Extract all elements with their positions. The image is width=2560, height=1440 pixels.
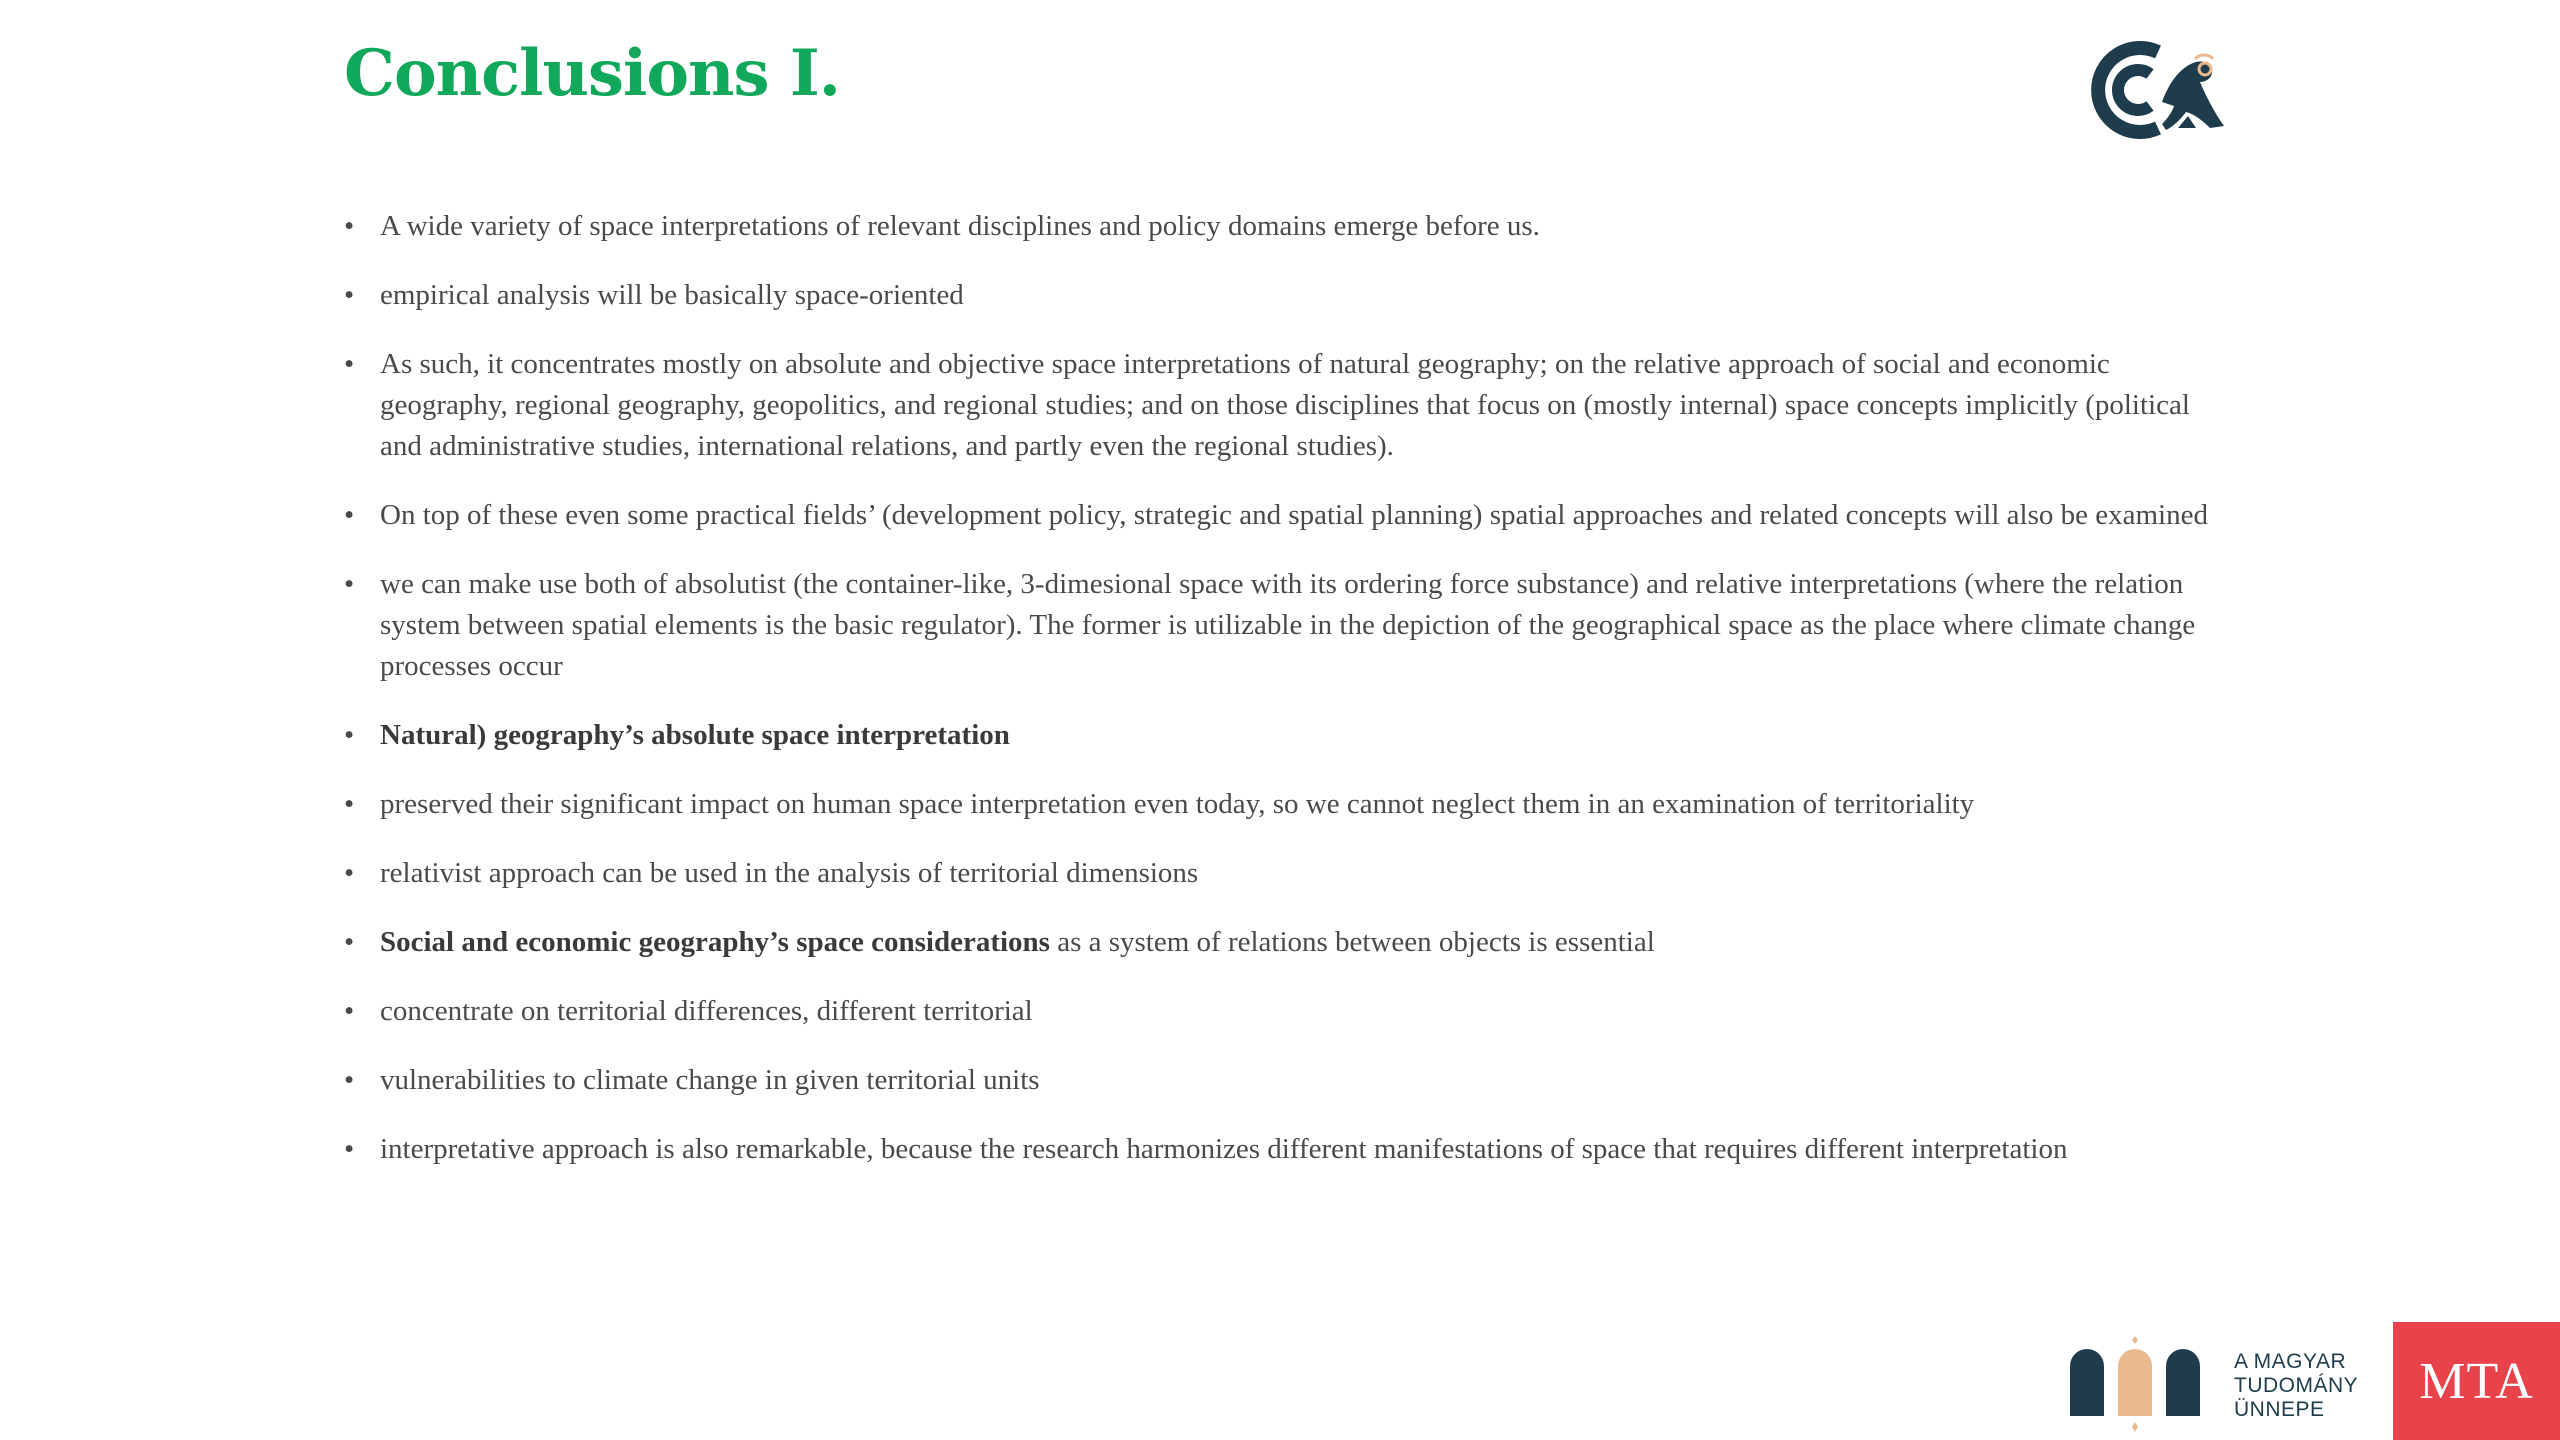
mta-logo [2393, 1322, 2560, 1440]
bullet-text: vulnerabilities to climate change in given territorial units [380, 1064, 1040, 1096]
event-name-line: ÜNNEPE [2234, 1398, 2325, 1421]
bullet-item [344, 922, 2224, 963]
event-name [2234, 1350, 2358, 1422]
bullet-text: as a system of relations between objects is essential [1049, 926, 1655, 958]
bullet-text: relativist approach can be used in the analysis of territorial dimensions [380, 857, 1199, 889]
bullet-item [344, 784, 2224, 825]
bullet-text: empirical analysis will be basically space-oriented [380, 279, 964, 311]
bullet-item [344, 1129, 2224, 1170]
bullet-text: we can make use both of absolutist (the container-like, 3-dimesional space with its ordering force substance) and relative interpretations (where the relation system between spatial elements is the basic regulator). The former is utilizable in the depiction of the geographical space as the place where climate change processes occur [380, 568, 2196, 682]
ck-logo-icon [2078, 36, 2228, 144]
bullet-item [344, 495, 2224, 536]
bullet-text: On top of these even some practical fields’ (development policy, strategic and spatial planning) spatial approaches and related concepts will also be examined [380, 499, 2208, 531]
bullet-item [344, 344, 2224, 467]
event-name-line: A MAGYAR [2234, 1350, 2347, 1373]
bullet-item [344, 853, 2224, 894]
bullet-text: A wide variety of space interpretations of relevant disciplines and policy domains emerge before us. [380, 210, 1540, 242]
bullet-text: preserved their significant impact on human space interpretation even today, so we cannot neglect them in an examination of territoriality [380, 788, 1975, 820]
bullet-bold: Social and economic geography’s space considerations [380, 926, 1050, 958]
bullet-item [344, 715, 2224, 756]
mta-logo-label: MTA [2419, 1352, 2534, 1410]
arches-logo-icon [2066, 1332, 2206, 1438]
bullet-bold: Natural) geography’s absolute space interpretation [380, 719, 1010, 751]
bullet-item [344, 206, 2224, 247]
bullet-item [344, 1060, 2224, 1101]
bullet-item [344, 275, 2224, 316]
bullet-item [344, 564, 2224, 687]
bullet-list [344, 206, 2224, 1198]
bullet-text: concentrate on territorial differences, different territorial [380, 995, 1033, 1027]
bullet-item [344, 991, 2224, 1032]
slide-title: Conclusions I. [344, 36, 841, 111]
bullet-text: interpretative approach is also remarkable, because the research harmonizes different manifestations of space that requires different interpretation [380, 1133, 2068, 1165]
bullet-text: As such, it concentrates mostly on absolute and objective space interpretations of natural geography; on the relative approach of social and economic geography, regional geography, geopolitics, and regional studies; and on those disciplines that focus on (mostly internal) space concepts implicitly (political and administrative studies, international relations, and partly even the regional studies). [380, 348, 2190, 462]
event-name-line: TUDOMÁNY [2234, 1374, 2359, 1397]
